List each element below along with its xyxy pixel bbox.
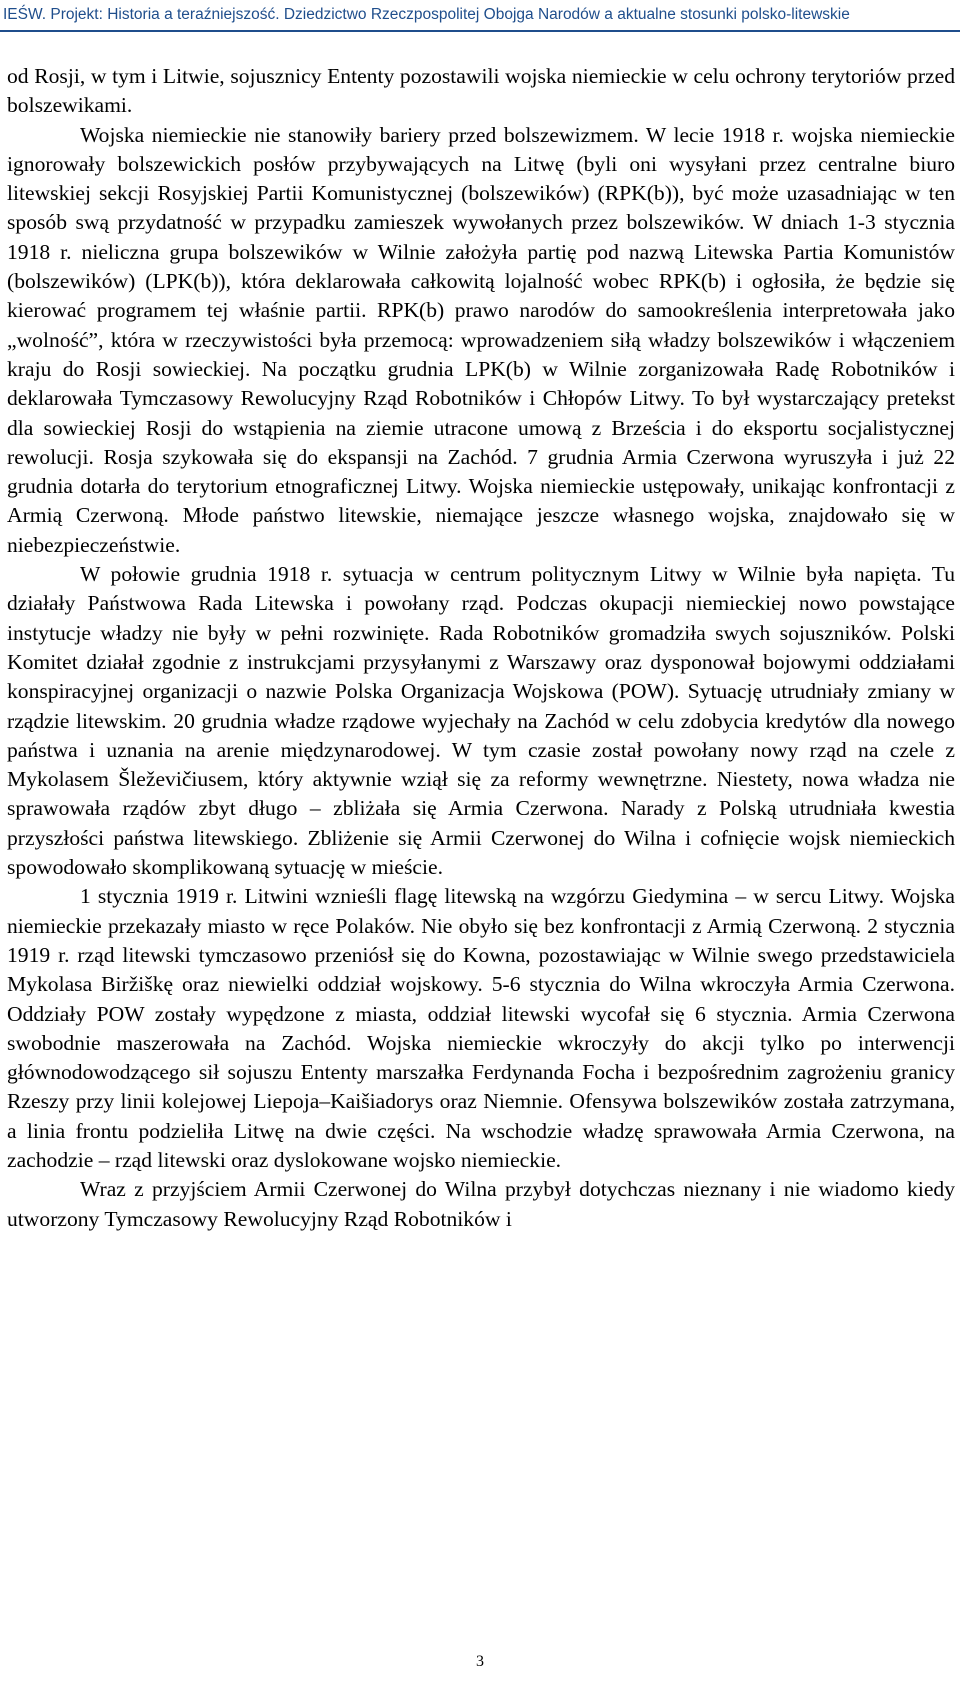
page-number: 3	[476, 1653, 484, 1670]
paragraph-4: 1 stycznia 1919 r. Litwini wznieśli flagę litewską na wzgórzu Giedymina – w sercu Litwy. Wojska niemieckie przekazały miasto w ręce Polaków. Nie obyło się bez konfrontacji z Armią Czerwoną. 2 stycznia 1919 r. rząd litewski tymczasowo przeniósł się do Kowna, pozostawiając w Wilnie swego przedstawiciela Mykolasa Biržiškę oraz niewielki oddział wojskowy. 5-6 stycznia do Wilna wkroczyła Armia Czerwona. Oddziały POW zostały wypędzone z miasta, oddział litewski wycofał się 6 stycznia. Armia Czerwona swobodnie maszerowała na Zachód. Wojska niemieckie wkroczyły do akcji tylko po interwencji głównodowodzącego sił sojuszu Ententy marszałka Ferdynanda Focha i bezpośrednim zagrożeniu granicy Rzeszy przy linii kolejowej Liepoja–Kaišiadorys oraz Niemnie. Ofensywa bolszewików została zatrzymana, a linia frontu podzieliła Litwę na dwie części. Na wschodzie władzę sprawowała Armia Czerwona, na zachodzie – rząd litewski oraz dyslokowane wojsko niemieckie.	[7, 884, 955, 1172]
paragraph-5: Wraz z przyjściem Armii Czerwonej do Wilna przybył dotychczas nieznany i nie wiadomo kiedy utworzony Tymczasowy Rewolucyjny Rząd Robotników i	[7, 1177, 955, 1231]
paragraph-2: Wojska niemieckie nie stanowiły bariery przed bolszewizmem. W lecie 1918 r. wojska niemieckie ignorowały bolszewickich posłów przybywających na Litwę (byli oni wysyłani przez centralne biuro litewskiej sekcji Rosyjskiej Partii Komunistycznej (bolszewików) (RPK(b)), być może uzasadniając w ten sposób swą przydatność w przypadku zamieszek wywołanych przez bolszewików. W dniach 1-3 stycznia 1918 r. nieliczna grupa bolszewików w Wilnie założyła partię pod nazwą Litewska Partia Komunistów (bolszewików) (LPK(b)), która deklarowała całkowitą lojalność wobec RPK(b) i ogłosiła, że będzie się kierować programem tej właśnie partii. RPK(b) prawo narodów do samookreślenia interpretowała jako „wolność”, która w rzeczywistości była przemocą: wprowadzeniem siłą władzy bolszewików i włączeniem kraju do Rosji sowieckiej. Na początku grudnia LPK(b) w Wilnie zorganizowała Radę Robotników i deklarowała Tymczasowy Rewolucyjny Rząd Robotników i Chłopów Litwy. To był wystarczający pretekst dla sowieckiej Rosji do wstąpienia na ziemie utracone umową z Brześcia i do eksportu socjalistycznej rewolucji. Rosja szykowała się do ekspansji na Zachód. 7 grudnia Armia Czerwona wyruszyła i już 22 grudnia dotarła do terytorium etnograficznej Litwy. Wojska niemieckie ustępowały, unikając konfrontacji z Armią Czerwoną. Młode państwo litewskie, niemające jeszcze własnego wojska, znajdowało się w niebezpieczeństwie.	[7, 122, 955, 557]
header-rule	[0, 30, 960, 32]
body-text	[7, 62, 955, 1234]
running-header: IEŚW. Projekt: Historia a teraźniejszość. Dziedzictwo Rzeczpospolitej Obojga Narodów a aktualne stosunki polsko-litewskie	[3, 6, 850, 23]
paragraph-1: od Rosji, w tym i Litwie, sojusznicy Ententy pozostawili wojska niemieckie w celu ochrony terytoriów przed bolszewikami.	[7, 64, 955, 118]
paragraph-3: W połowie grudnia 1918 r. sytuacja w centrum politycznym Litwy w Wilnie była napięta. Tu działały Państwowa Rada Litewska i powołany rząd. Podczas okupacji niemieckiej nowo powstające instytucje władzy nie były w pełni rozwinięte. Rada Robotników gromadziła swych sojuszników. Polski Komitet działał zgodnie z instrukcjami przysyłanymi z Warszawy oraz dysponował bojowymi oddziałami konspiracyjnej organizacji o nazwie Polska Organizacja Wojskowa (POW). Sytuację utrudniały zmiany w rządzie litewskim. 20 grudnia władze rządowe wyjechały na Zachód w celu zdobycia kredytów dla nowego państwa i uznania na arenie międzynarodowej. W tym czasie został powołany nowy rząd na czele z Mykolasem Šleževičiusem, który aktywnie wziął się za reformy wewnętrzne. Niestety, nowa władza nie sprawowała rządów zbyt długo – zbliżała się Armia Czerwona. Narady z Polską utrudniała kwestia przyszłości państwa litewskiego. Zbliżenie się Armii Czerwonej do Wilna i cofnięcie wojsk niemieckich spowodowało skomplikowaną sytuację w mieście.	[7, 562, 955, 880]
